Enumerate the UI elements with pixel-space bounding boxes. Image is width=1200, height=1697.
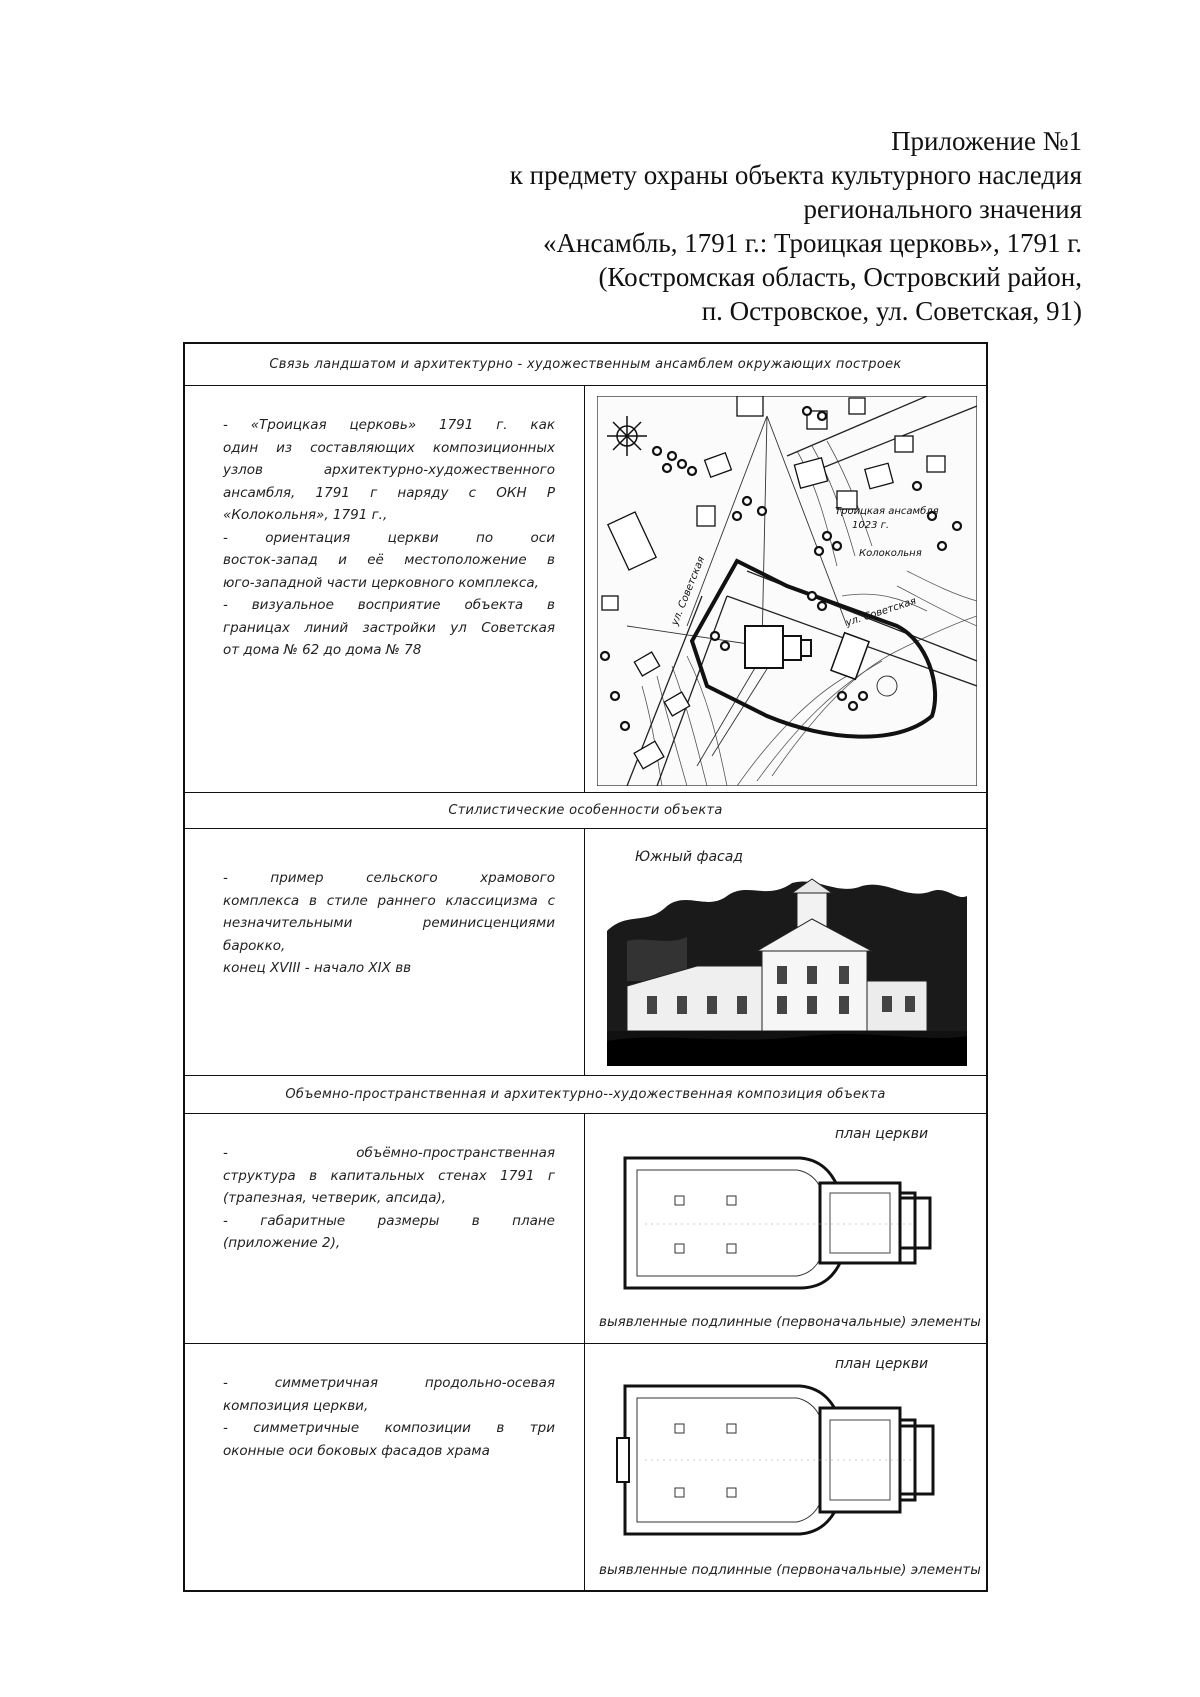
row-landscape-text: [223, 414, 555, 662]
row-style-text-cell: [185, 829, 585, 1075]
map-label-year: 1023 г.: [852, 520, 890, 531]
text-line: - симметричные композиции в три: [223, 1420, 555, 1436]
text-line: один из составляющих композиционных: [223, 439, 555, 456]
text-line: - ориентация церкви по оси: [223, 529, 555, 546]
map-label-street-1: ул. Советская: [669, 555, 708, 628]
text-line: - «Троицкая церковь» 1791 г. как: [223, 417, 555, 433]
row-landscape-text-cell: [185, 386, 585, 792]
section-title-landscape: Связь ландшатом и архитектурно - художественным ансамблем окружающих построек: [185, 344, 986, 386]
text-line: - визуальное восприятие объекта в: [223, 597, 555, 613]
church-plan-drawing-2: [615, 1378, 945, 1543]
section-title-composition: Объемно-пространственная и архитектурно--художественная композиция объекта: [185, 1076, 986, 1114]
map-label-ensemble: Троицкая ансамбля: [835, 506, 939, 517]
header-address: п. Островское, ул. Советская, 91): [701, 296, 1082, 326]
map-label-street-2: ул. Советская: [844, 595, 918, 629]
protection-subject-table: [183, 342, 988, 1592]
text-line: от дома № 62 до дома № 78: [223, 642, 422, 658]
text-line: - объёмно-пространственная: [223, 1145, 555, 1161]
header-subject-line: к предмету охраны объекта культурного наследия: [509, 160, 1082, 190]
header-significance-line: регионального значения: [803, 194, 1082, 224]
header-object-name: «Ансамбль, 1791 г.: Троицкая церковь», 1791 г.: [543, 228, 1082, 258]
text-line: незначительными реминисценциями барокко,: [223, 915, 555, 954]
row-symmetry: [185, 1344, 986, 1590]
text-line: (приложение 2),: [223, 1235, 341, 1251]
south-facade-photo: [607, 871, 967, 1066]
row-volume-structure: [185, 1114, 986, 1344]
text-line: (трапезная, четверик, апсида),: [223, 1190, 447, 1206]
row-volume-plan-cell: [585, 1114, 986, 1343]
row-style-text: [223, 867, 555, 980]
plan-caption-2: выявленные подлинные (первоначальные) элементы: [599, 1562, 981, 1578]
text-line: юго-западной части церковного комплекса,: [223, 574, 539, 591]
row-symmetry-text: [223, 1372, 555, 1462]
row-style: [185, 829, 986, 1076]
text-line: композиция церкви,: [223, 1397, 369, 1414]
row-style-photo-cell: [585, 829, 986, 1075]
church-plan-drawing-1: [615, 1148, 945, 1298]
row-volume-text-cell: [185, 1114, 585, 1343]
text-line: «Колокольня», 1791 г.,: [223, 507, 388, 523]
text-line: - габаритные размеры в плане: [223, 1212, 555, 1229]
section-title-style: Стилистические особенности объекта: [185, 793, 986, 829]
text-line: - пример сельского храмового: [223, 870, 555, 886]
row-symmetry-text-cell: [185, 1344, 585, 1590]
document-header: [382, 124, 1082, 328]
text-line: комплекса в стиле раннего классицизма с: [223, 892, 555, 909]
text-line: - симметричная продольно-осевая: [223, 1375, 555, 1391]
text-line: ансамбля, 1791 г наряду с ОКН Р: [223, 484, 555, 501]
row-volume-text: [223, 1142, 555, 1255]
row-landscape-map-cell: [585, 386, 986, 792]
text-line: конец XVIII - начало XIX вв: [223, 960, 412, 976]
row-symmetry-plan-cell: [585, 1344, 986, 1590]
plan-title-1: план церкви: [835, 1126, 929, 1142]
text-line: границах линий застройки ул Советская: [223, 619, 555, 636]
header-appendix-number: Приложение №1: [891, 126, 1082, 156]
text-line: оконные оси боковых фасадов храма: [223, 1442, 490, 1459]
map-label-bell-tower: Колокольня: [859, 548, 922, 559]
plan-caption-1: выявленные подлинные (первоначальные) элементы: [599, 1314, 981, 1330]
photo-caption-south-facade: Южный фасад: [635, 849, 743, 865]
header-region: (Костромская область, Островский район,: [598, 262, 1082, 292]
site-plan-map: [597, 396, 977, 786]
text-line: структура в капитальных стенах 1791 г: [223, 1167, 555, 1184]
text-line: восток-запад и её местоположение в: [223, 552, 555, 568]
plan-title-2: план церкви: [835, 1356, 929, 1372]
text-line: узлов архитектурно-художественного: [223, 462, 555, 478]
row-landscape: [185, 386, 986, 793]
